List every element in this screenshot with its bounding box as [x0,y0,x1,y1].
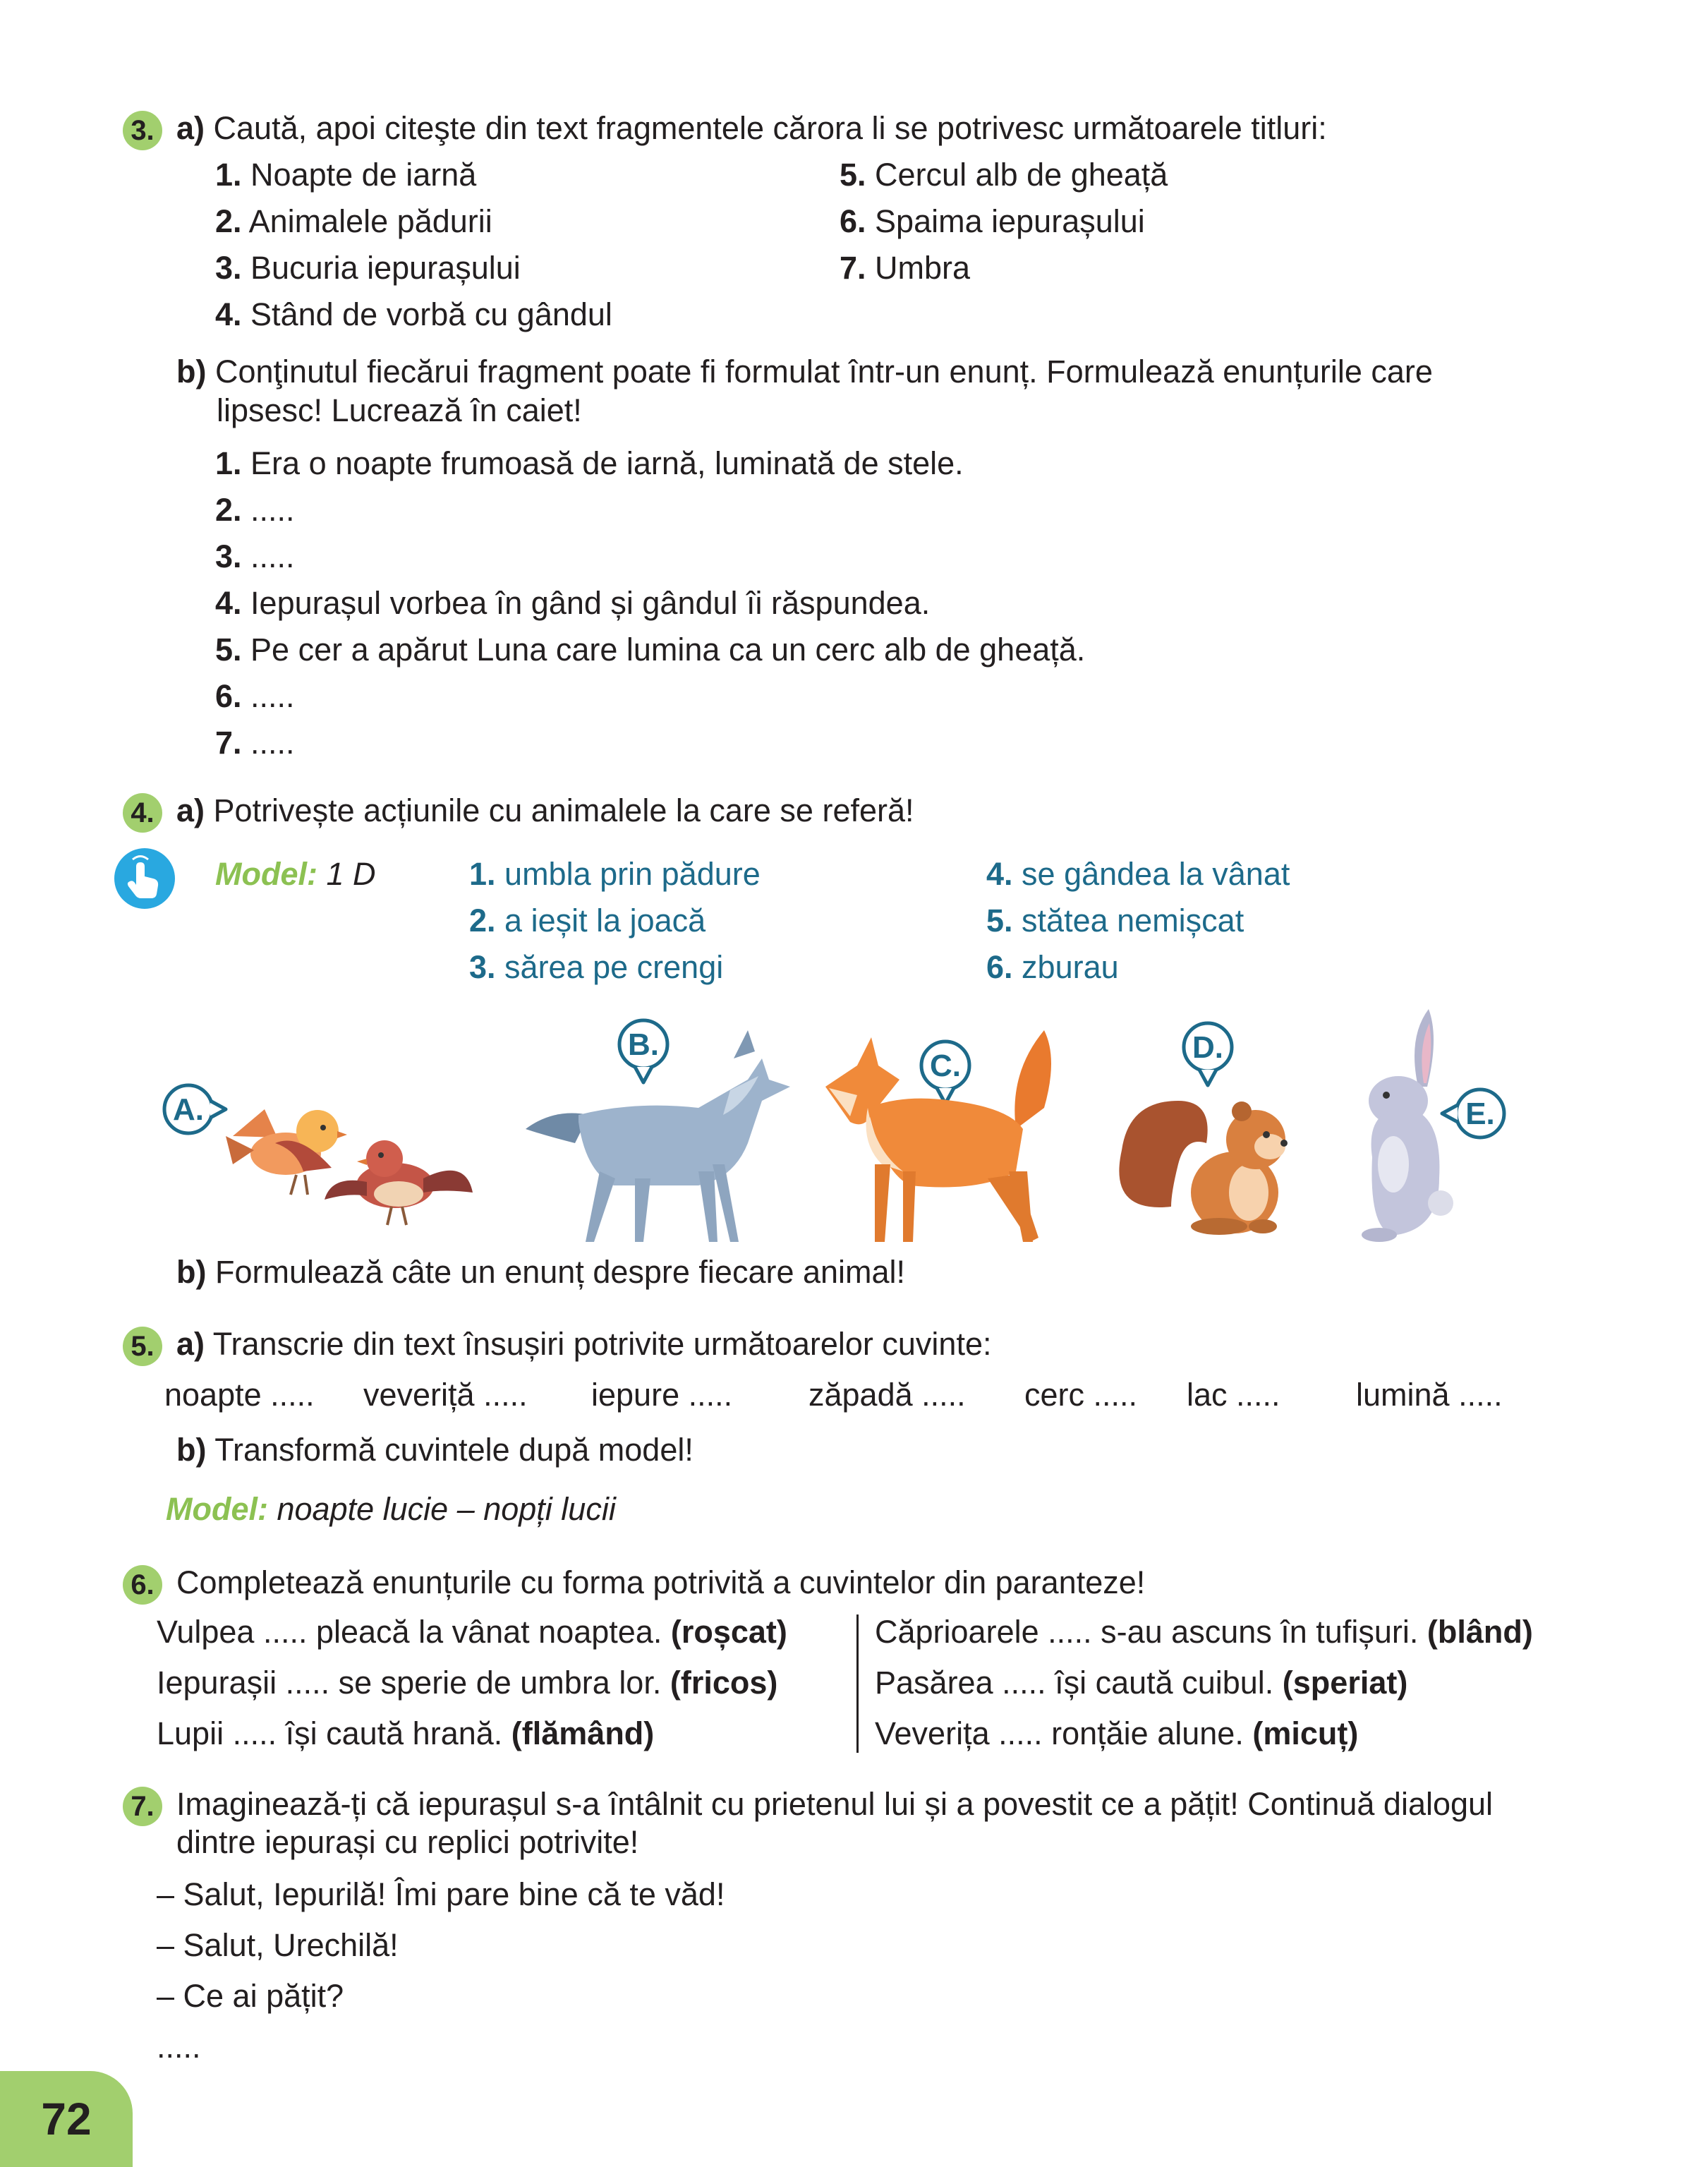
sentence-left: Lupii ..... își caută hrană. (flămând) [157,1715,655,1751]
title-item: 1. Noapte de iarnă [215,157,477,193]
title-item: 7. Umbra [840,250,971,286]
exercise-6-instruction: Completează enunțurile cu forma potrivită a cuvintelor din paranteze! [176,1564,1146,1600]
part-b-label: b) [176,354,207,390]
birds-image [226,1109,473,1225]
dialog-line: – Ce ai pățit? [157,1978,344,2014]
column-divider [856,1614,859,1753]
instruction-text: Caută, apoi citeşte din text fragmentele cărora li se potrivesc următoarele titluri: [213,110,1327,146]
action-item: 6. zburau [986,949,1119,985]
speech-bubble-icon [619,1020,667,1082]
exercise-7-instruction: Imaginează-ți că iepurașul s-a întâlnit cu prietenul lui și a povestit ce a pățit! Continuă dialogul [176,1786,1494,1822]
title-item: 5. Cercul alb de gheață [840,157,1168,193]
model-example: Model: noapte lucie – nopți lucii [166,1491,616,1527]
title-item: 4. Stând de vorbă cu gândul [215,296,612,332]
exercise-4-badge: 4. [123,793,162,833]
exercise-5a-instruction: a) Transcrie din text însușiri potrivite următoarelor cuvinte: [176,1326,992,1362]
label-C: C. [930,1049,961,1083]
statement-item: 5. Pe cer a apărut Luna care lumina ca un cerc alb de gheață. [215,632,1086,668]
speech-bubble-icon [1184,1023,1232,1085]
exercise-7-badge: 7. [123,1787,162,1826]
sentence-left: Iepurașii ..... se sperie de umbra lor. (fricos) [157,1665,778,1701]
sentence-right: Veverița ..... ronțăie alune. (micuț) [875,1715,1359,1751]
speech-bubble-icon [164,1085,226,1133]
statement-item: 1. Era o noapte frumoasă de iarnă, luminată de stele. [215,445,964,481]
statement-item: 4. Iepurașul vorbea în gând și gândul îi răspundea. [215,585,931,621]
title-item: 6. Spaima iepurașului [840,203,1145,239]
word-item: cerc ..... [1024,1377,1138,1413]
rabbit-image [1362,1009,1453,1242]
squirrel-image [1119,1101,1288,1235]
action-item: 4. se gândea la vânat [986,856,1290,892]
exercise-3b-instruction-cont: lipsesc! Lucrează în caiet! [217,392,582,428]
action-item: 1. umbla prin pădure [469,856,761,892]
model-example: Model: 1 D [215,856,376,892]
statement-item: 3. ..... [215,538,295,574]
exercise-7-instruction-cont: dintre iepurași cu replici potrivite! [176,1824,639,1860]
exercise-3b-instruction: b) Conţinutul fiecărui fragment poate fi formulat într-un enunț. Formulează enunțurile care [176,354,1433,390]
action-item: 3. sărea pe crengi [469,949,724,985]
sentence-left: Vulpea ..... pleacă la vânat noaptea. (roșcat) [157,1614,787,1650]
word-item: zăpadă ..... [808,1377,966,1413]
statement-item: 2. ..... [215,492,295,528]
page-number: 72 [0,2071,133,2167]
part-a-label: a) [176,110,205,146]
exercise-5-badge: 5. [123,1327,162,1366]
word-item: lac ..... [1187,1377,1280,1413]
exercise-4b-instruction: b) Formulează câte un enunț despre fiecare animal! [176,1254,906,1290]
word-item: noapte ..... [164,1377,315,1413]
label-A: A. [173,1092,204,1127]
label-B: B. [628,1027,659,1062]
label-E: E. [1465,1097,1495,1131]
word-item: iepure ..... [591,1377,733,1413]
dialog-line: – Salut, Iepurilă! Îmi pare bine că te văd! [157,1876,725,1912]
pointing-hand-icon [113,847,176,910]
statement-item: 7. ..... [215,725,295,761]
sentence-right: Pasărea ..... își caută cuibul. (speriat) [875,1665,1408,1701]
speech-bubble-icon [921,1042,969,1104]
word-item: veveriță ..... [363,1377,528,1413]
exercise-4a-instruction: a) Potrivește acțiunile cu animalele la care se referă! [176,792,914,828]
animals-illustration [0,1002,1708,1242]
dialog-line: – Salut, Urechilă! [157,1927,399,1963]
word-item: lumină ..... [1356,1377,1503,1413]
exercise-3a-instruction [176,109,1327,147]
speech-bubble-icon [1442,1089,1504,1137]
action-item: 5. stătea nemișcat [986,903,1244,938]
title-item: 2. Animalele pădurii [215,203,492,239]
exercise-3-badge: 3. [123,111,162,150]
exercise-5b-instruction: b) Transformă cuvintele după model! [176,1432,694,1468]
statement-item: 6. ..... [215,678,295,714]
label-D: D. [1192,1030,1223,1065]
action-item: 2. a ieșit la joacă [469,903,706,938]
dialog-line: ..... [157,2029,201,2065]
sentence-right: Căprioarele ..... s-au ascuns în tufișuri. (blând) [875,1614,1533,1650]
title-item: 3. Bucuria iepurașului [215,250,521,286]
exercise-6-badge: 6. [123,1565,162,1605]
